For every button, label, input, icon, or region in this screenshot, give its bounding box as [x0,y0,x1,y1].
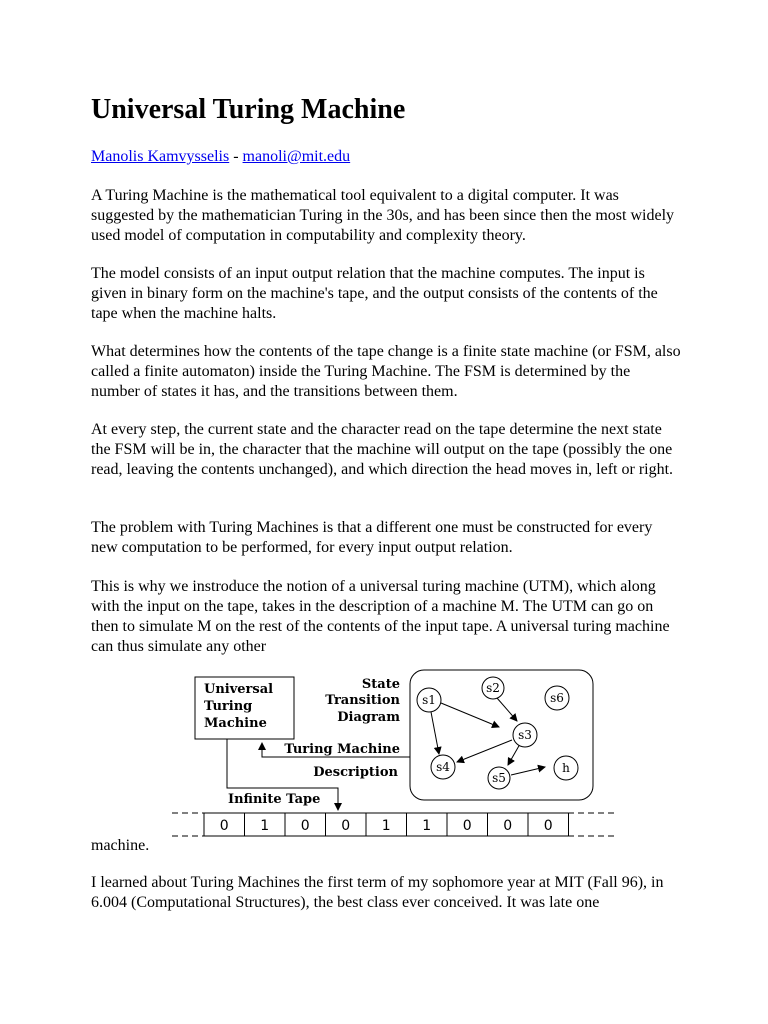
tape-cell-value: 0 [503,818,513,834]
state-s1 [417,688,441,712]
paragraph-3: What determines how the contents of the tape change is a finite state machine (or FSM, also called a finite automaton) inside the Turing Machine. The FSM is determined by the number of states it has, and the transitions between them. [91,343,681,400]
svg-text:s2: s2 [486,681,500,695]
byline [91,147,350,167]
tape-label: Infinite Tape [228,792,321,807]
paragraph-4: At every step, the current state and the character read on the tape determine the next state the FSM will be in, the character that the machine will output on the tape (possibly the one read, leaving the contents unchanged), and which direction the head moves in, left or right. [91,421,674,478]
tm-desc-line-1: Turing Machine [284,742,400,757]
utm-diagram [168,668,618,843]
tape-cell-value: 1 [260,818,270,834]
state-s6 [545,686,569,710]
paragraph-6: This is why we instroduce the notion of a universal turing machine (UTM), which along with the input on the tape, takes in the description of a machine M. The UTM can go on then to simulate M on the rest of the contents of the input tape. A universal turing machine can thus simulate any other [91,578,670,655]
std-label-line-3: Diagram [337,710,400,725]
svg-text:s4: s4 [436,760,450,774]
svg-text:s6: s6 [550,691,564,705]
tape-cell-value: 0 [300,818,310,834]
state-s4 [431,755,455,779]
paragraph-5: The problem with Turing Machines is that a different one must be constructed for every new computation to be performed, for every input output relation. [91,519,653,556]
utm-label-line-1: Universal [204,682,274,697]
tape-cell-value: 0 [341,818,351,834]
state-s2 [482,677,504,699]
author-link[interactable]: Manolis Kamvysselis [91,148,230,165]
paragraph-2: The model consists of an input output relation that the machine computes. The input is given in binary form on the machine's tape, and the output consists of the contents of the tape when the machine halts. [91,265,658,322]
tm-desc-line-2: Description [313,765,398,780]
page-title: Universal Turing Machine [91,94,406,125]
tape-cell-value: 1 [422,818,432,834]
svg-text:s3: s3 [518,728,532,742]
paragraph-1: A Turing Machine is the mathematical tool equivalent to a digital computer. It was suggested by the mathematician Turing in the 30s, and has been since then the most widely used model of computation in computability and complexity theory. [91,187,675,244]
utm-label-line-2: Turing [204,699,253,714]
state-s5 [488,767,510,789]
svg-text:s5: s5 [492,771,506,785]
tape-cell-value: 0 [543,818,553,834]
paragraph-7: I learned about Turing Machines the first term of my sophomore year at MIT (Fall 96), in 6.004 (Computational Structures), the best class ever conceived. It was late one [91,874,664,911]
std-label-line-2: Transition [325,693,400,708]
std-label-line-1: State [361,677,400,692]
svg-text:s1: s1 [422,693,436,707]
diagram-tail-text: machine. [91,837,150,854]
state-s3 [513,723,537,747]
tape-cell-value: 1 [381,818,391,834]
state-h [554,756,578,780]
tape-cell-value: 0 [462,818,472,834]
email-link[interactable]: manoli@mit.edu [242,148,351,165]
tape [204,813,569,836]
svg-text:h: h [562,761,570,775]
tape-cell-value: 0 [219,818,229,834]
utm-label-line-3: Machine [204,716,267,731]
byline-separator: - [229,148,243,165]
